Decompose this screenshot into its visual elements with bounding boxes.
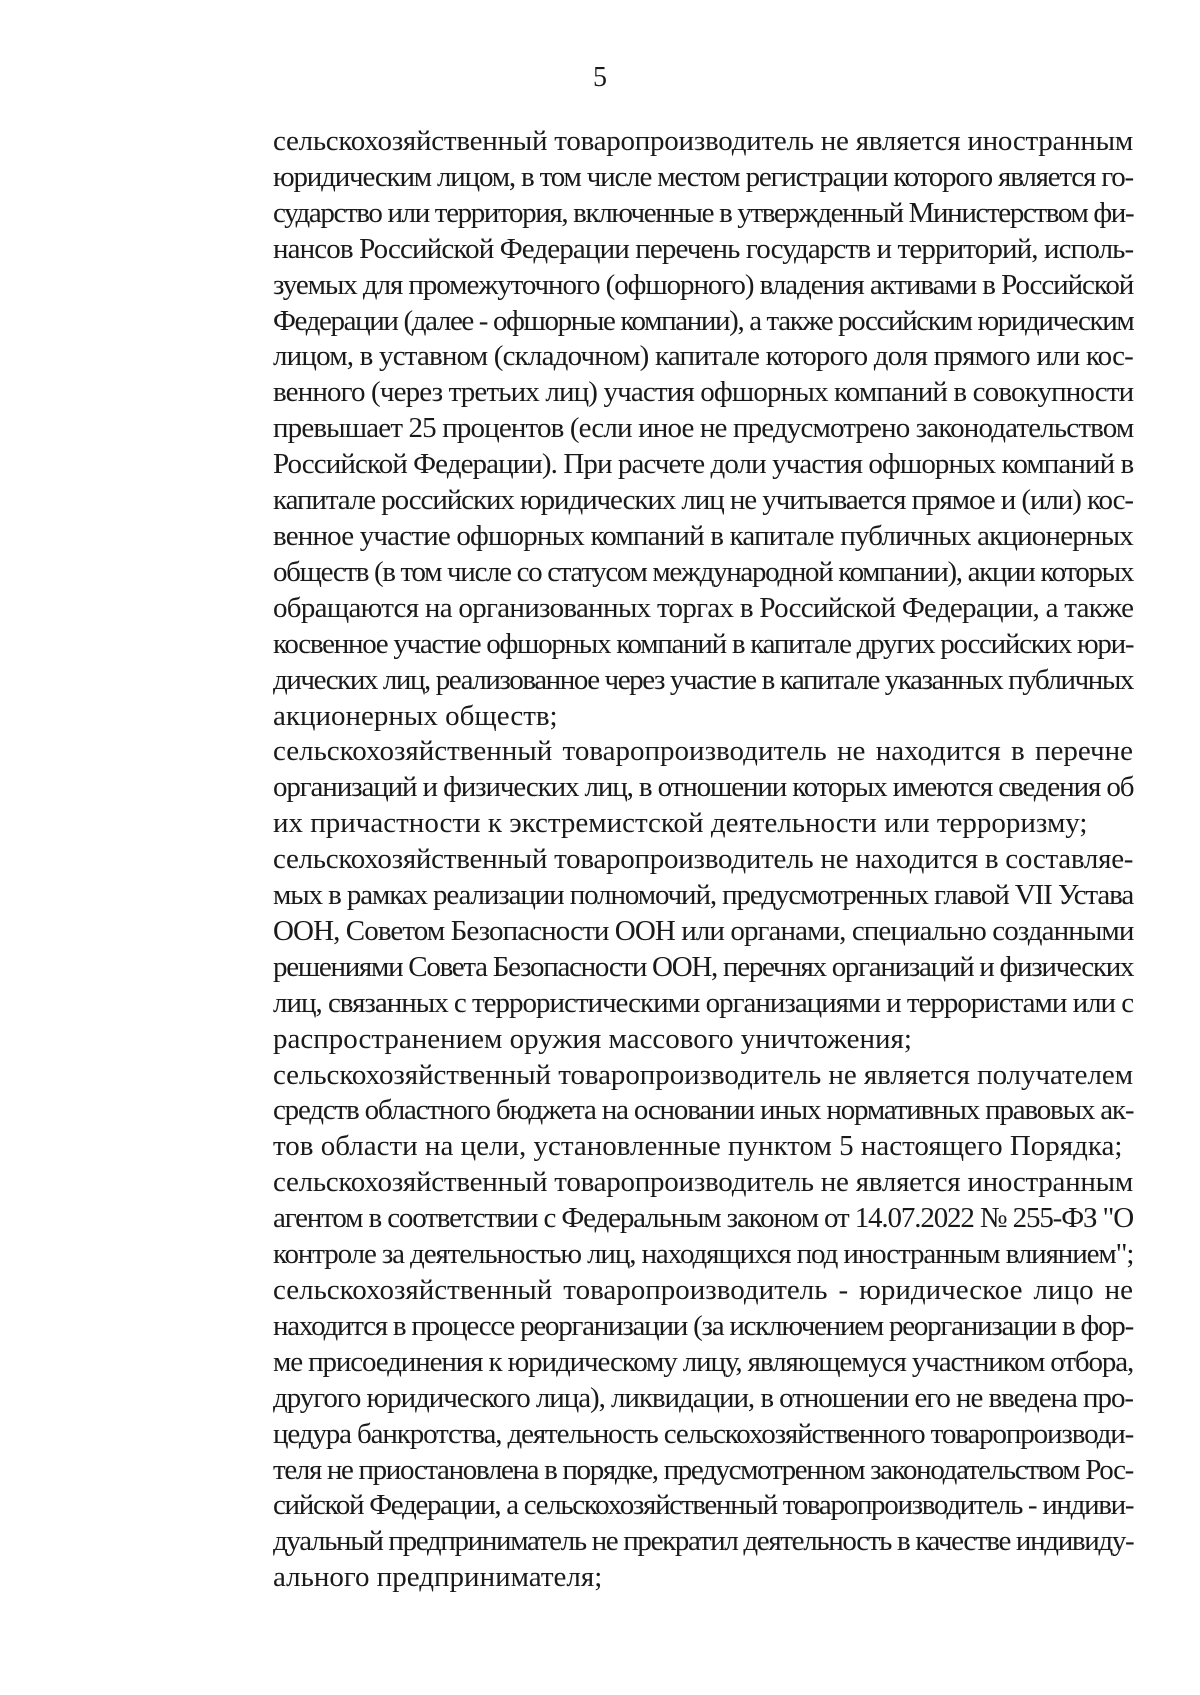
text-line: дических лиц, реализованное через участие в капитале указанных публичных <box>273 663 1133 696</box>
text-line: юридическим лицом, в том числе местом регистрации которого является го- <box>273 160 1134 193</box>
text-line: сийской Федерации, а сельскохозяйственный товаропроизводитель - индиви- <box>273 1489 1134 1522</box>
text-line: ме присоединения к юридическому лицу, являющемуся участником отбора, <box>273 1345 1134 1378</box>
text-line: ООН, Советом Безопасности ООН или органами, специально созданными <box>273 914 1134 947</box>
text-line: сельскохозяйственный товаропроизводитель не является получателем <box>273 1058 1133 1091</box>
paragraph <box>203 1165 1133 1273</box>
document-body <box>203 124 1133 1596</box>
text-line: Российской Федерации). При расчете доли участия офшорных компаний в <box>273 448 1134 481</box>
text-line: капитале российских юридических лиц не учитывается прямое и (или) кос- <box>273 484 1133 517</box>
text-line: средств областного бюджета на основании иных нормативных правовых ак- <box>273 1094 1134 1127</box>
text-line: сельскохозяйственный товаропроизводитель - юридическое лицо не <box>273 1274 1133 1306</box>
text-line: контроле за деятельностью лиц, находящихся под иностранным влиянием"; <box>273 1238 1134 1271</box>
text-line: лиц, связанных с террористическими организациями и террористами или с <box>273 986 1134 1019</box>
text-line: цедура банкротства, деятельность сельскохозяйственного товаропроизводи- <box>273 1417 1134 1450</box>
paragraph <box>203 842 1133 1057</box>
text-line: зуемых для промежуточного (офшорного) владения активами в Российской <box>273 268 1134 301</box>
paragraph <box>203 1058 1133 1166</box>
text-line: распространением оружия массового уничтожения; <box>273 1022 912 1055</box>
text-line: агентом в соответствии с Федеральным законом от 14.07.2022 № 255-ФЗ "О <box>273 1202 1133 1235</box>
text-line: обращаются на организованных торгах в Российской Федерации, а также <box>273 591 1134 624</box>
text-line: косвенное участие офшорных компаний в капитале других российских юри- <box>273 627 1134 660</box>
text-line: тов области на цели, установленные пунктом 5 настоящего Порядка; <box>273 1130 1123 1163</box>
text-line: сельскохозяйственный товаропроизводитель не находится в составляе- <box>273 843 1134 876</box>
text-line: венного (через третьих лиц) участия офшорных компаний в совокупности <box>273 376 1134 409</box>
text-line: превышает 25 процентов (если иное не предусмотрено законодательством <box>273 412 1134 445</box>
text-line: сельскохозяйственный товаропроизводитель не является иностранным <box>273 1166 1133 1199</box>
text-line: лицом, в уставном (складочном) капитале которого доля прямого или кос- <box>273 340 1133 373</box>
paragraph <box>203 734 1133 842</box>
text-line: венное участие офшорных компаний в капитале публичных акционерных <box>273 519 1133 552</box>
text-line: сударство или территория, включенные в утвержденный Министерством фи- <box>273 196 1134 229</box>
page-number: 5 <box>593 62 607 93</box>
text-line: теля не приостановлена в порядке, предусмотренном законодательством Рос- <box>273 1453 1133 1486</box>
text-line: организаций и физических лиц, в отношении которых имеются сведения об <box>273 771 1134 804</box>
text-line: ального предпринимателя; <box>273 1561 603 1594</box>
text-line: обществ (в том числе со статусом международной компании), акции которых <box>273 555 1133 588</box>
text-line: дуальный предприниматель не прекратил деятельность в качестве индивиду- <box>273 1525 1134 1558</box>
text-line: сельскохозяйственный товаропроизводитель не является иностранным <box>273 125 1133 157</box>
text-line: нансов Российской Федерации перечень государств и территорий, исполь- <box>273 232 1134 265</box>
text-line: акционерных обществ; <box>273 699 558 732</box>
text-line: находится в процессе реорганизации (за исключением реорганизации в фор- <box>273 1309 1133 1342</box>
paragraph <box>203 1273 1133 1596</box>
text-line: их причастности к экстремистской деятельности или терроризму; <box>273 807 1088 840</box>
text-line: другого юридического лица), ликвидации, в отношении его не введена про- <box>273 1381 1133 1414</box>
text-line: сельскохозяйственный товаропроизводитель не находится в перечне <box>273 735 1133 768</box>
text-line: Федерации (далее - офшорные компании), а также российским юридическим <box>273 304 1134 337</box>
text-line: решениями Совета Безопасности ООН, перечнях организаций и физических <box>273 950 1134 983</box>
text-line: мых в рамках реализации полномочий, предусмотренных главой VII Устава <box>273 879 1134 912</box>
paragraph <box>203 124 1133 734</box>
